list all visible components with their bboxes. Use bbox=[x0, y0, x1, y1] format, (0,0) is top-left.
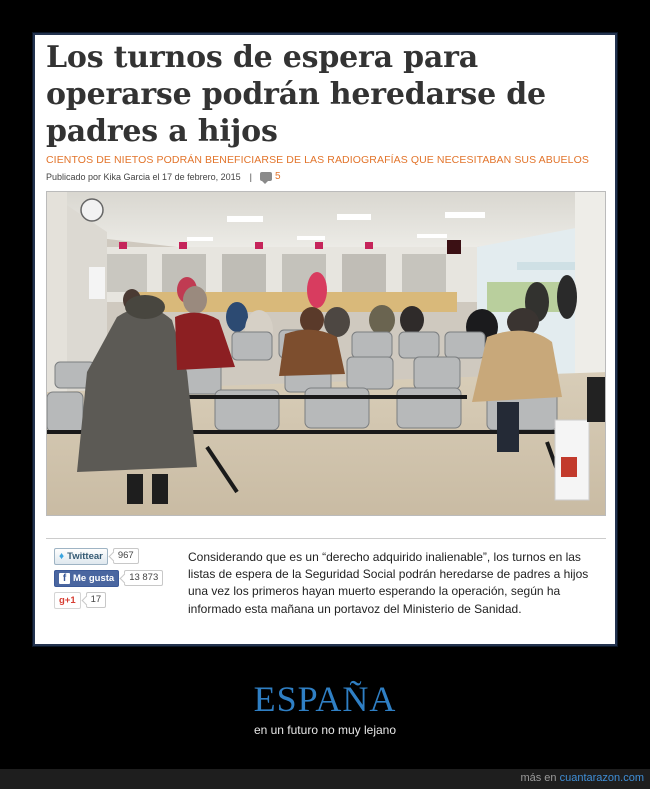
facebook-icon: f bbox=[59, 573, 70, 584]
article-body: Considerando que es un “derecho adquirido inalienable”, los turnos en las listas de espera de la Seguridad Social podrán heredarse de padres a hijos una vez los primeros hayan muerto esperando la operación, según ha informado esta mañana un portavoz del Ministerio de Sanidad. bbox=[188, 550, 589, 616]
article-headline: Los turnos de espera para operarse podrán heredarse de padres a hijos bbox=[46, 40, 546, 149]
footer-prefix: más en bbox=[520, 772, 557, 784]
facebook-like-label: Me gusta bbox=[73, 572, 115, 584]
waiting-room-illustration bbox=[47, 192, 606, 516]
twitter-bird-icon: ♦ bbox=[59, 550, 65, 562]
google-plus-icon: g+1 bbox=[59, 594, 76, 606]
gplus-row bbox=[54, 591, 174, 609]
article-byline bbox=[46, 171, 281, 182]
google-plus-count: 17 bbox=[86, 592, 107, 608]
twitter-share-button[interactable] bbox=[54, 548, 108, 565]
site-footer bbox=[0, 769, 650, 789]
byline-text: Publicado por Kika Garcia el 17 de febrero, 2015 bbox=[46, 171, 241, 182]
footer-text bbox=[520, 772, 644, 784]
byline-separator: | bbox=[249, 171, 252, 182]
footer-site-link[interactable]: cuantarazon.com bbox=[559, 772, 644, 784]
social-share-buttons bbox=[54, 547, 174, 613]
comment-icon[interactable] bbox=[260, 172, 272, 181]
waiting-room-photo bbox=[46, 191, 606, 516]
google-plus-button[interactable] bbox=[54, 592, 81, 609]
facebook-like-row bbox=[54, 569, 174, 587]
twitter-share-label: Twittear bbox=[67, 550, 103, 562]
caption-subtitle: en un futuro no muy lejano bbox=[253, 723, 397, 737]
comment-count[interactable]: 5 bbox=[274, 171, 281, 182]
article-subheadline: CIENTOS DE NIETOS PODRÁN BENEFICIARSE DE LAS RADIOGRAFÍAS QUE NECESITABAN SUS ABUELOS bbox=[46, 154, 589, 166]
twitter-share-row bbox=[54, 547, 174, 565]
article-card bbox=[33, 33, 617, 646]
twitter-share-count: 967 bbox=[113, 548, 139, 564]
caption-title: ESPAÑA bbox=[253, 679, 397, 719]
facebook-like-button[interactable] bbox=[54, 570, 119, 587]
facebook-like-count: 13 873 bbox=[124, 570, 163, 586]
article-divider bbox=[46, 538, 606, 539]
